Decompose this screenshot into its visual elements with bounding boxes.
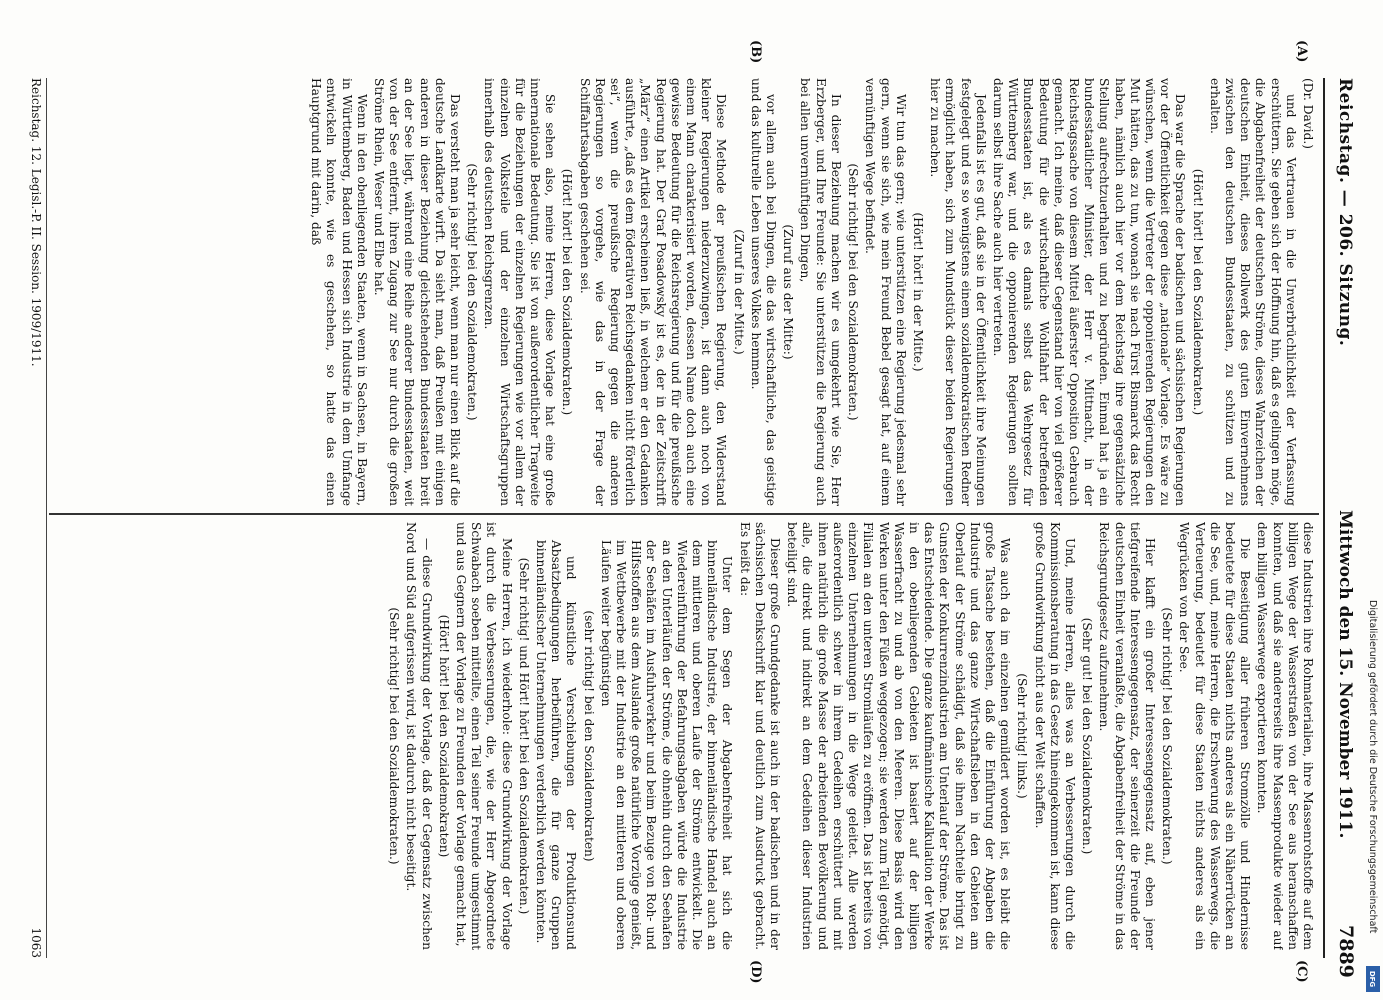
header-rule — [1323, 78, 1325, 958]
paragraph: Dieser große Grundgedanke ist auch in der badischen und in der sächsischen Denkschrift klar und deutlich zum Ausdruck gebracht. Es heißt da: — [737, 522, 783, 950]
paragraph: vor allem auch bei Dingen, die das wirtschaftliche, das geistige und das kulturelle Leben unseres Volkes hemmen. — [748, 78, 779, 506]
footer-signature-number: 1063 — [29, 927, 43, 958]
margin-mark-d: (D) — [748, 960, 763, 984]
interjection: (Sehr richtig! bei den Sozialdemokraten.) — [1160, 607, 1175, 865]
margin-mark-a: (A) — [1294, 40, 1309, 63]
paragraph: In dieser Beziehung machen wir es umgekehrt wie Sie, Herr Erzberger, und Ihre Freunde: Sie unterstützen die Regierung auch bei allen unvernünftigen Dingen, — [798, 78, 843, 506]
digitization-note — [1366, 600, 1380, 992]
paragraph: Was auch da im einzelnen gemildert worden ist, es bleibt die große Tatsache bestehen, daß die Einführung der Abgaben die Industrie und das ganze Wirtschaftsleben in den Gebieten am Oberlauf der Ströme schädigt, daß sie ihnen Nachteile bringt zu Gunsten der Konkurrenzindustrien am Unterlauf der Ströme. Das ist das Entscheidende. Die ganze kaufmännische Kalkulation der Werke in den obenliegenden Gebieten ist basiert auf der billigen Wasserfracht zu und ab von den Meeren. Diese Basis wird den Werken unter den Füßen weggezogen; sie werden zum Teil genötigt, Filialen an den unteren Stromläufen zu eröffnen. Das ist bereits von einzelnen Unternehmungen in die Wege geleitet. Alle werden außerordentlich schwer in ihrem Gedeihen erschüttert und mit ihnen natürlich die große Masse der arbeitenden Bevölkerung und alle, die direkt und indirekt an dem Gedeihen dieser Industrien beteiligt sind. — [785, 522, 1013, 950]
column-divider — [49, 513, 1319, 515]
paragraph: Das versteht man ja sehr leicht, wenn man nur einen Blick auf die deutsche Landkarte wirft. Da sieht man, daß Preußen mit einigen anderen in dieser Beziehung gleichstehenden Bundesstaaten breit an der See liegt, während eine Reihe anderer Bundesstaaten, weit von der See entfernt, ihren Zugang zur See nur durch die großen Ströme Rhein, Weser und Elbe hat. — [372, 78, 463, 506]
paragraph: diese Industrien ihre Rohmaterialien, ihre Massenrohstoffe auf dem billigen Wege der Wasserstraßen von der See aus heranschaffen konnten, und daß sie andererseits ihre Massenprodukte wieder auf dem billigen Wasserwege exportieren konnten. — [1255, 522, 1315, 950]
paragraph: Wir tun das gern; wie unterstützen eine Regierung jedesmal sehr gern, wenn sie sich, wie mein Freund Bebel gesagt hat, auf einem vernünftigen Wege befindet. — [863, 78, 908, 506]
footer-rule — [46, 78, 47, 958]
paragraph: Hier klafft ein großer Interessengegensatz auf, eben jener tiefgreifende Interessengegensatz, der seinerzeit die Freunde der deutschen Einheit veranlaßte, die Abgabenfreiheit der Ströme in das Reichsgrundgesetz aufzunehmen. — [1097, 522, 1157, 950]
quotation: und künstliche Verschiebungen der Produktionsund Absatzbedingungen herbeiführen, die für ganze Gruppen binnenländischer Unternehmungen verderblich werden könnten. — [534, 540, 579, 950]
quotation: Unter dem Segen der Abgabenfreiheit hat sich die binnenländische Industrie, der binnenländische Handel auch an dem mittleren und oberen Laufe der Ströme entwickelt. Die Wiedereinführung der Befahrungsabgaben würde die Industrie an den Unterläufen der Ströme, die ohnehin durch den Seehafen der Seehäfen im Ausfuhrverkehr und beim Bezuge von Roh- und Hilfsstoffen aus dem Auslande große natürliche Vorzüge genießt, im Wettbewerbe mit der Industrie an den mittleren und oberen Läufen weiter begünstigen — [598, 540, 735, 950]
margin-mark-b: (B) — [748, 40, 763, 64]
interjection: (sehr richtig! bei den Sozialdemokraten) — [581, 610, 596, 862]
dfg-logo — [1366, 966, 1380, 992]
interjection: (Sehr richtig! bei den Sozialdemokraten.) — [387, 607, 402, 865]
interjection: (Hört! hört! bei den Sozialdemokraten.) — [1190, 168, 1205, 416]
interjection: (Sehr richtig! links.) — [1015, 673, 1030, 799]
interjection: (Sehr richtig! bei den Sozialdemokraten.) — [465, 163, 480, 421]
paragraph: und das Vertrauen in die Unverbrüchlichkeit der Verfassung erschüttern. Sie geben sich der Hoffnung hin, daß es gelingen möge, die Abgabenfreiheit der deutschen Ströme, dieses Wahrzeichen der deutschen Einheit, dieses Bollwerk des guten Einvernehmens zwischen den deutschen Bundesstaaten, zu schützen und zu erhalten. — [1207, 78, 1298, 506]
paragraph: Sie sehen also, meine Herren, diese Vorlage hat eine große innernationale Bedeutung. Sie ist von außerordentlicher Tragweite für die Beziehungen der einzelnen Regierungen wie vor allem der einzelnen Volksteile und der einzelnen Wirtschaftsgruppen innerhalb des deutschen Reichsgrenzen. — [482, 78, 558, 506]
digitization-note-text: Digitalisierung gefördert durch die Deutsche Forschungsgemeinschaft — [1367, 600, 1378, 934]
interjection: (Hört! hört! bei den Sozialdemokraten) — [436, 614, 451, 858]
footer-legislature: Reichstag. 12. Legisl.-P. II. Session. 1909/1911. — [29, 78, 43, 367]
paragraph: Das war die Sprache der badischen und sächsischen Regierungen vor der Öffentlichkeit gegen diese „nationale“ Vorlage. Es wäre zu wünschen, wenn die Vertreter der opponierenden Regierungen den Mut hätten, das zu tun, wonach sie nach Fürst Bismarck das Recht haben, nämlich auch hier vor dem Reichstag ihre gegensätzliche Stellung aufrechtzuerhalten und zu begründen. Einmal hat ja ein bundesstaatlicher Minister, der Herr v. Mittnacht, in der Reichstagssache von diesem Mittel äußerster Opposition Gebrauch gemacht. Ich meine, daß dieser Gegenstand hier von viel größerer Bedeutung für die wirtschaftliche Wohlfahrt der betreffenden Bundesstaaten ist, als es damals selbst das Wehrgesetz für Württemberg war, und die opponierenden Regierungen sollten darum selbst ihre Sache auch hier vertreten. — [990, 78, 1188, 506]
right-column — [55, 522, 1315, 950]
interjection: (Sehr gut! bei den Sozialdemokraten.) — [1080, 617, 1095, 855]
paragraph: Wenn in den obenliegenden Staaten, wenn in Sachsen, in Bayern, in Württemberg, Baden und Hessen sich Industrie in dem Umfange entwickeln konnte, wie es geschehen, so hatte das einen Hauptgrund mit darin, daß — [309, 78, 369, 506]
speaker-label: (Dr. David.) — [1301, 78, 1315, 150]
interjection: (Hört! hört! in der Mitte.) — [910, 212, 925, 372]
dfg-logo-text: DFG — [1368, 970, 1376, 988]
interjection: (Zuruf in der Mitte.) — [731, 229, 746, 355]
paragraph: Meine Herren, ich wiederhole: diese Grundwirkung der Vorlage ist durch die Verbesserungen, die, wie der Herr Abgeordnete Schwabach soeben mitteilte, einen Teil seiner Freunde umgestimmt und aus Gegnern der Vorlage zu Freunden der Vorlage gemacht hat, — [454, 522, 514, 950]
interjection: (Sehr richtig! und Hört! hört! bei den Sozialdemokraten.) — [516, 557, 531, 915]
interjection: (Zuruf aus der Mitte:) — [781, 224, 796, 360]
interjection: (Hört! hört! bei den Sozialdemokraten.) — [560, 168, 575, 416]
page-footer — [17, 78, 47, 958]
paragraph: Und, meine Herren, alles was an Verbesserungen durch die Kommissionsberatung in das Gesetz hineingekommen ist, kann diese große Grundwirkung nicht aus der Welt schaffen. — [1032, 522, 1077, 950]
interjection: (Sehr richtig! bei den Sozialdemokraten.) — [846, 163, 861, 421]
paragraph: Jedenfalls ist es gut, daß sie in der Öffentlichkeit ihre Meinungen festgelegt und es so wenigstens einem sozialdemokratischen Redner ermöglicht haben, sich zum Mundstück dieser beiden Regierungen hier zu machen. — [928, 78, 988, 506]
left-column — [55, 78, 1315, 506]
header-date: Mittwoch den 15. November 1911. — [1335, 510, 1355, 839]
paragraph: Diese Methode der preußischen Regierung, den Widerstand kleiner Regierungen niederzuzwingen, ist dann auch noch von einem Mann charakterisiert worden, dessen Name doch auch eine gewisse Bedeutung für die Reichsregierung und für die preußische Regierung hat. Der Graf Posadowsky ist es, der in der Zeitschrift „März“ einen Artikel erscheinen ließ, in welchem er den Gedanken ausführte, „daß es dem föderativen Reichsgedanken nicht förderlich sei“, wenn die preußische Regierung gegen die anderen Regierungen so vorgehe, wie das in der Frage der Schiffahrtsabgaben geschehen sei. — [577, 78, 729, 506]
paragraph: — diese Grundwirkung der Vorlage, daß der Gegensatz zwischen Nord und Süd aufgerissen wird, ist dadurch nicht beseitigt. — [404, 522, 434, 950]
paragraph: Die Beseitigung aller früheren Stromzölle und Hindernisse bedeutete für diese Staaten nichts anderes als ein Näherrücken an die See, und, meine Herren, die Erschwerung des Wasserwegs, die Verteuerung, bedeutet für diese Staaten nichts anderes als ein Wegrücken von der See. — [1177, 522, 1253, 950]
header-page-number: 7889 — [1335, 925, 1357, 978]
header-session-title: Reichstag. — 206. Sitzung. — [1335, 78, 1355, 347]
margin-mark-c: (C) — [1294, 960, 1309, 983]
